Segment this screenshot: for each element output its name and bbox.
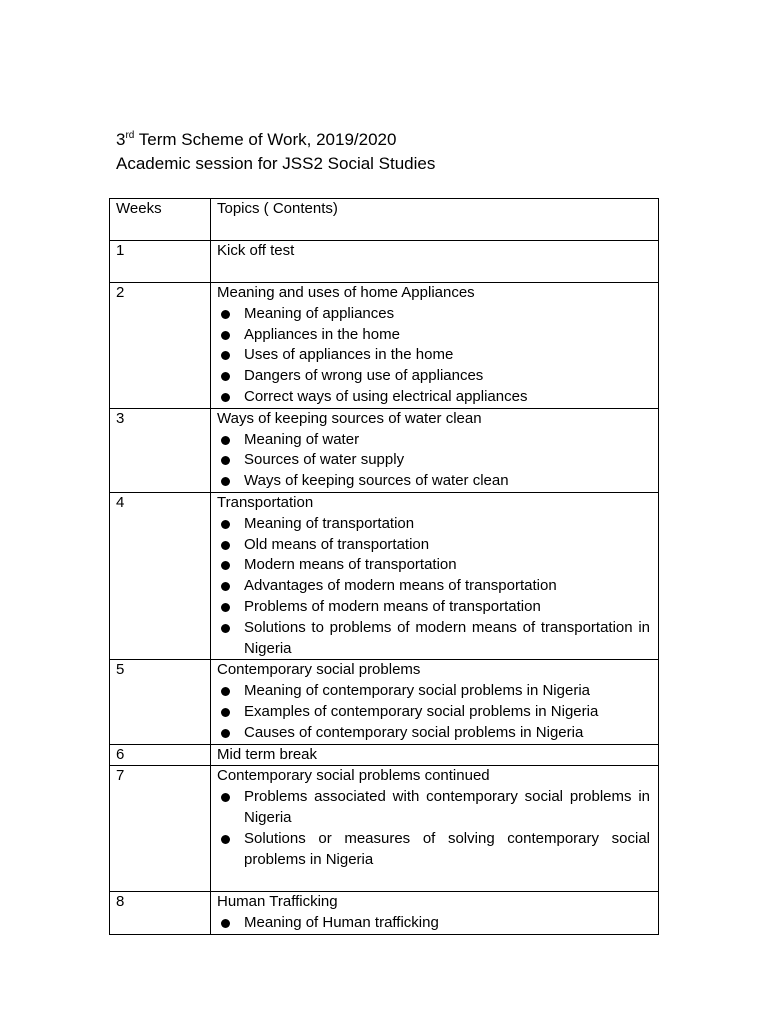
subtopic-list xyxy=(217,681,650,743)
topic-title: Meaning and uses of home Appliances xyxy=(217,284,475,301)
subtopic-item: Ways of keeping sources of water clean xyxy=(217,471,650,492)
topics-header: Topics ( Contents) xyxy=(211,199,659,241)
title-line-1 xyxy=(116,128,435,152)
term-number: 3 xyxy=(116,130,126,149)
topic-cell xyxy=(211,766,659,892)
table-row xyxy=(110,283,659,409)
week-cell: 1 xyxy=(110,241,211,283)
topic-title: Ways of keeping sources of water clean xyxy=(217,409,482,427)
subtopic-item: Advantages of modern means of transportation xyxy=(217,576,650,597)
week-cell: 3 xyxy=(110,408,211,492)
subtopic-item: Problems associated with contemporary social problems in Nigeria xyxy=(217,787,650,829)
table-row xyxy=(110,408,659,492)
topic-title: Human Trafficking xyxy=(217,893,338,911)
subtopic-list xyxy=(217,913,650,934)
subtopic-item: Correct ways of using electrical appliances xyxy=(217,387,650,408)
week-cell: 6 xyxy=(110,744,211,766)
topic-cell xyxy=(211,660,659,744)
week-cell: 2 xyxy=(110,283,211,409)
topic-cell xyxy=(211,492,659,659)
ordinal-suffix: rd xyxy=(125,130,135,141)
topic-cell xyxy=(211,408,659,492)
topic-title: Kick off test xyxy=(217,242,295,259)
subtopic-list xyxy=(217,304,650,408)
week-cell: 5 xyxy=(110,660,211,744)
subtopic-item: Meaning of transportation xyxy=(217,514,650,535)
table-row xyxy=(110,492,659,659)
weeks-header: Weeks xyxy=(110,199,211,241)
title-line-1-text: Term Scheme of Work, 2019/2020 xyxy=(134,130,397,149)
table-row xyxy=(110,892,659,935)
subtopic-item: Dangers of wrong use of appliances xyxy=(217,366,650,387)
subtopic-item: Meaning of Human trafficking xyxy=(217,913,650,934)
table-row xyxy=(110,766,659,892)
subtopic-item: Examples of contemporary social problems in Nigeria xyxy=(217,702,650,723)
subtopic-list xyxy=(217,430,650,492)
topic-title: Mid term break xyxy=(217,745,318,763)
table-header-row xyxy=(110,199,659,241)
subtopic-item: Causes of contemporary social problems in Nigeria xyxy=(217,723,650,744)
subtopic-item: Problems of modern means of transportation xyxy=(217,597,650,618)
topic-title: Transportation xyxy=(217,493,314,511)
scheme-table xyxy=(109,198,659,935)
topic-cell xyxy=(211,283,659,409)
subtopic-item: Appliances in the home xyxy=(217,325,650,346)
topic-title: Contemporary social problems continued xyxy=(217,767,490,785)
subtopic-item: Meaning of contemporary social problems in Nigeria xyxy=(217,681,650,702)
subtopic-item: Meaning of water xyxy=(217,430,650,451)
subtopic-item: Uses of appliances in the home xyxy=(217,345,650,366)
title-line-2: Academic session for JSS2 Social Studies xyxy=(116,154,436,173)
week-cell: 7 xyxy=(110,766,211,892)
document-title xyxy=(116,128,435,176)
subtopic-list xyxy=(217,514,650,660)
week-cell: 4 xyxy=(110,492,211,659)
table-row xyxy=(110,660,659,744)
subtopic-item: Old means of transportation xyxy=(217,535,650,556)
table-row xyxy=(110,241,659,283)
table-row xyxy=(110,744,659,766)
topic-cell xyxy=(211,241,659,283)
subtopic-item: Sources of water supply xyxy=(217,450,650,471)
topic-cell xyxy=(211,892,659,935)
subtopic-item: Modern means of transportation xyxy=(217,555,650,576)
week-cell: 8 xyxy=(110,892,211,935)
subtopic-item: Solutions to problems of modern means of transportation in Nigeria xyxy=(217,618,650,660)
subtopic-list xyxy=(217,787,650,870)
subtopic-item: Meaning of appliances xyxy=(217,304,650,325)
topic-title: Contemporary social problems xyxy=(217,661,421,679)
subtopic-item: Solutions or measures of solving contemporary social problems in Nigeria xyxy=(217,829,650,871)
topic-cell xyxy=(211,744,659,766)
